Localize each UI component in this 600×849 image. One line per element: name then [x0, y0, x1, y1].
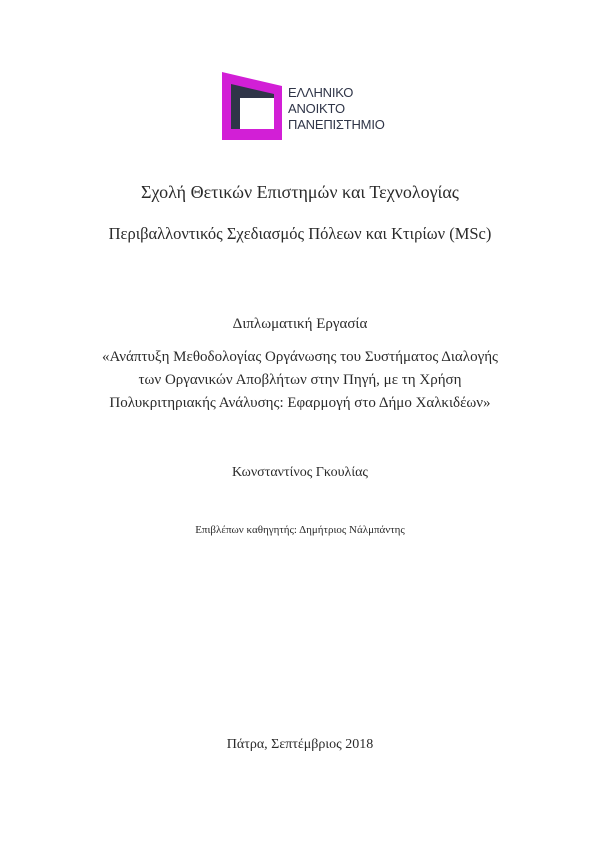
program-name: Περιβαλλοντικός Σχεδιασμός Πόλεων και Κτιρίων (MSc): [108, 224, 492, 243]
author-name: Κωνσταντίνος Γκουλίας: [232, 465, 368, 480]
thesis-title-line-2: των Οργανικών Αποβλήτων στην Πηγή, με τη Χρήση: [138, 372, 462, 388]
thesis-type: Διπλωματική Εργασία: [232, 316, 368, 332]
logo-line-3: ΠΑΝΕΠΙΣΤΗΜΙΟ: [288, 117, 385, 132]
thesis-title-line-3: Πολυκριτηριακής Ανάλυσης: Εφαρμογή στο Δήμο Χαλκιδέων»: [109, 395, 491, 411]
supervisor: Επιβλέπων καθηγητής: Δημήτριος Νάλμπάντης: [195, 524, 405, 536]
university-logo: [222, 72, 402, 142]
place-date: Πάτρα, Σεπτέμβριος 2018: [226, 737, 374, 752]
university-logo-mark-icon: [222, 72, 282, 140]
thesis-title-line-1: «Ανάπτυξη Μεθοδολογίας Οργάνωσης του Συστήματος Διαλογής: [102, 349, 498, 365]
school-name: Σχολή Θετικών Επιστημών και Τεχνολογίας: [141, 182, 459, 202]
logo-line-2: ΑΝΟΙΚΤΟ: [288, 101, 345, 116]
logo-line-1: ΕΛΛΗΝΙΚΟ: [288, 85, 354, 100]
university-logo-text: [288, 85, 385, 133]
thesis-title: [0, 346, 600, 415]
